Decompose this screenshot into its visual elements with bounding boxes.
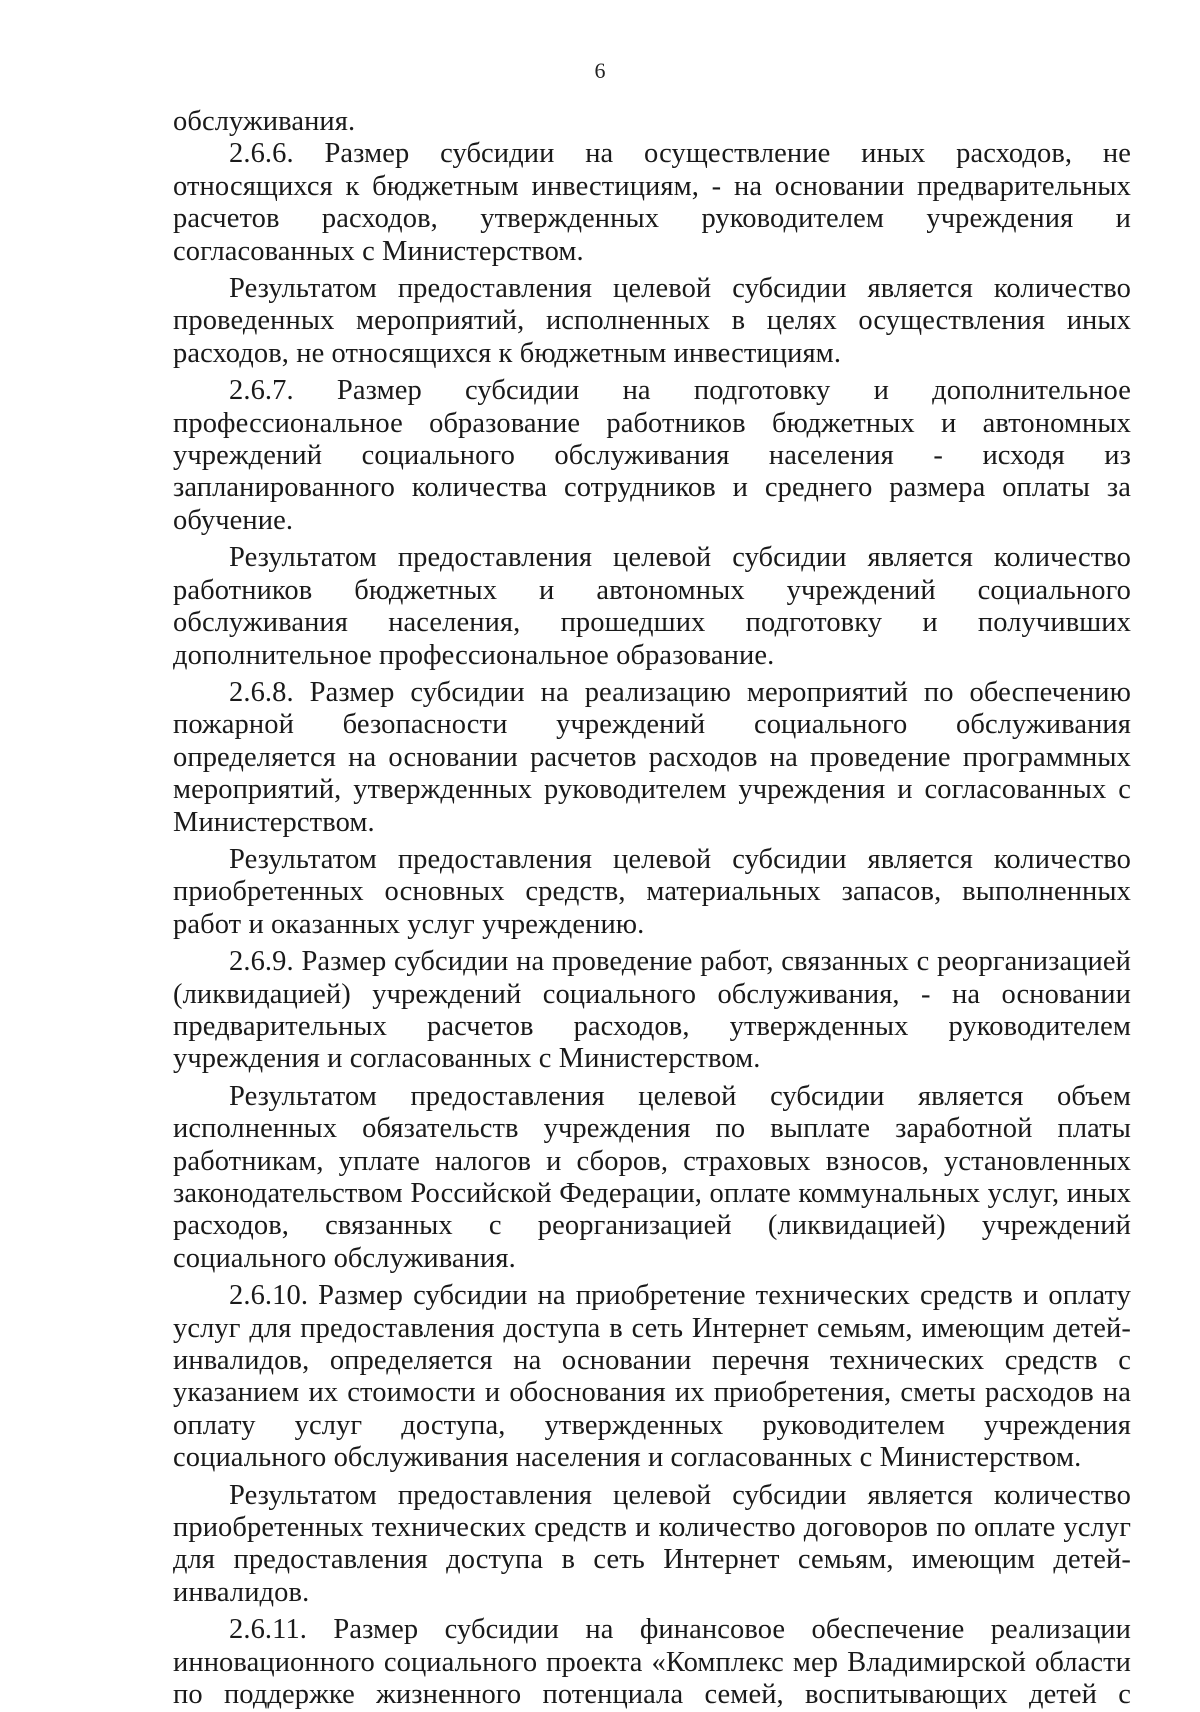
paragraph-2-6-11: 2.6.11. Размер субсидии на финансовое обеспечение реализации инновационного социального проекта «Комплекс мер Владимирской области по поддержке жизненного потенциала семей, воспитывающих детей с (173, 1614, 1131, 1711)
paragraph-2-6-10: 2.6.10. Размер субсидии на приобретение технических средств и оплату услуг для предоставления доступа в сеть Интернет семьям, имеющим детей-инвалидов, определяется на основании перечня технических средств с указанием их стоимости и обоснования их приобретения, сметы расходов на оплату услуг доступа, утвержденных руководителем учреждения социального обслуживания населения и согласованных с Министерством. (173, 1280, 1131, 1474)
paragraph-result-2-6-7: Результатом предоставления целевой субсидии является количество работников бюджетных и автономных учреждений социального обслуживания населения, прошедших подготовку и получивших дополнительное профессиональное образование. (173, 542, 1131, 671)
paragraph-2-6-7: 2.6.7. Размер субсидии на подготовку и дополнительное профессиональное образование работников бюджетных и автономных учреждений социального обслуживания населения - исходя из запланированного количества сотрудников и среднего размера оплаты за обучение. (173, 375, 1131, 536)
paragraph-2-6-9: 2.6.9. Размер субсидии на проведение работ, связанных с реорганизацией (ликвидацией) учреждений социального обслуживания, - на основании предварительных расчетов расходов, утвержденных руководителем учреждения и согласованных с Министерством. (173, 946, 1131, 1075)
paragraph-2-6-6: 2.6.6. Размер субсидии на осуществление иных расходов, не относящихся к бюджетным инвестициям, - на основании предварительных расчетов расходов, утвержденных руководителем учреждения и согласованных с Министерством. (173, 138, 1131, 267)
paragraph-result-2-6-8: Результатом предоставления целевой субсидии является количество приобретенных основных средств, материальных запасов, выполненных работ и оказанных услуг учреждению. (173, 843, 1131, 940)
document-body (173, 106, 1131, 1712)
paragraph-result-2-6-6: Результатом предоставления целевой субсидии является количество проведенных мероприятий, исполненных в целях осуществления иных расходов, не относящихся к бюджетным инвестициям. (173, 273, 1131, 369)
page-number: 6 (594, 58, 606, 83)
paragraph-result-2-6-10: Результатом предоставления целевой субсидии является количество приобретенных технических средств и количество договоров по оплате услуг для предоставления доступа в сеть Интернет семьям, имеющим детей-инвалидов. (173, 1479, 1131, 1608)
paragraph-2-6-8: 2.6.8. Размер субсидии на реализацию мероприятий по обеспечению пожарной безопасности учреждений социального обслуживания определяется на основании расчетов расходов на проведение программных мероприятий, утвержденных руководителем учреждения и согласованных с Министерством. (173, 676, 1131, 838)
paragraph-continuation: обслуживания. (173, 106, 356, 137)
paragraph-result-2-6-9: Результатом предоставления целевой субсидии является объем исполненных обязательств учреждения по выплате заработной платы работникам, уплате налогов и сборов, страховых взносов, установленных законодательством Российской Федерации, оплате коммунальных услуг, иных расходов, связанных с реорганизацией (ликвидацией) учреждений социального обслуживания. (173, 1080, 1131, 1274)
